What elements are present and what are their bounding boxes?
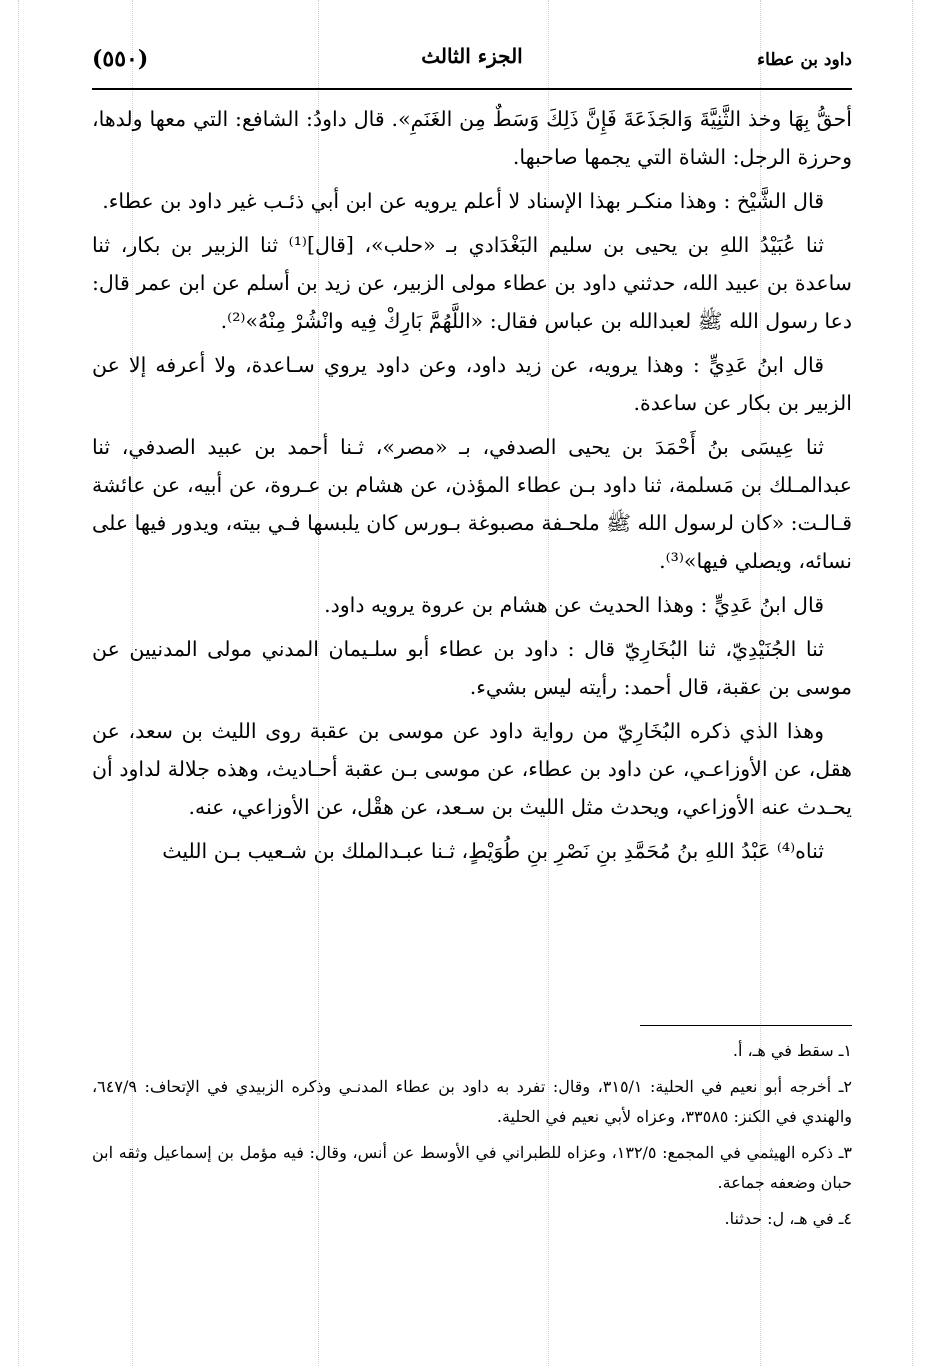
page-number: (٥٥٠): [92, 46, 149, 72]
paragraph: ثنا الجُنَيْدِيّ، ثنا البُخَارِيّ قال : داود بن عطاء أبو سلـيمان المدني مولى المدنيين عن موسى بن عقبة، قال أحمد: رأيته ليس بشيء.: [92, 637, 852, 699]
footnote: ٢ـ أخرجه أبو نعيم في الحلية: ٣١٥/١، وقال: تفرد به داود بن عطاء المدنـي وذكره الزبيدي في الإتحاف: ٦٤٧/٩، والهندي في الكنز: ٣٣٥٨٥، وعزاه لأبي نعيم في الحلية.: [92, 1077, 852, 1126]
footnote: ٤ـ في هـ، ل: حدثنا.: [724, 1209, 852, 1228]
paragraph: ثناه⁽⁴⁾ عَبْدُ اللهِ بنُ مُحَمَّدِ بنِ نَصْرِ بنِ طُوَيْطٍ، ثـنا عبـدالملك بن شـعيب بـن الليث: [162, 839, 824, 863]
paragraph: قال الشَّيْخ : وهذا منكـر بهذا الإسناد لا أعلم يرويه عن ابن أبي ذئـب غير داود بن عطاء.: [102, 189, 824, 213]
scan-artifact-line: [912, 0, 913, 1366]
footnote: ١ـ سقط في هـ، أ.: [732, 1041, 852, 1060]
paragraph: قال ابنُ عَدِيٍّ : وهذا الحديث عن هشام بن عروة يرويه داود.: [324, 593, 824, 617]
volume-title: الجزء الثالث: [421, 44, 523, 68]
paragraph: ثنا عُبَيْدُ اللهِ بن يحيى بن سليم البَغْدَادي بـ «حلب»، [قال]⁽¹⁾ ثنا الزبير بن بكار، ثنا ساعدة بن عبيد الله، حدثني داود بن عطاء مولى الزبير، عن زيد بن أسلم عن ابن عمر قال: دعا رسول الله ﷺ لعبدالله بن عباس فقال: «اللَّهُمَّ بَارِكْ فِيه وانْشُرْ مِنْهُ»⁽²⁾.: [92, 233, 852, 333]
header-divider: [92, 88, 852, 90]
paragraph: ثنا عِيسَى بنُ أَحْمَدَ بن يحيى الصدفي، بـ «مصر»، ثـنا أحمد بن عبيد الصدفي، ثنا عبدالمـلك بن مَسلمة، ثنا داود بـن عطاء المؤذن، عن هشام بن عـروة، عن أبيه، عن عائشة قـالـت: «كان لرسول الله ﷺ ملحـفة مصبوغة بـورس كان يلبسها فـي بيته، ويدور فيها على نسائه، ويصلي فيها»⁽³⁾.: [92, 435, 852, 573]
main-text: [92, 100, 852, 876]
footnotes: [92, 1036, 852, 1240]
footnote: ٣ـ ذكره الهيثمي في المجمع: ١٣٢/٥، وعزاه للطبراني في الأوسط عن أنس، وقال: فيه مؤمل بن إسماعيل وثقه ابن حبان وضعفه جماعة.: [92, 1143, 853, 1192]
paragraph: وهذا الذي ذكره البُخَارِيّ من رواية داود عن موسى بن عقبة روى الليث بن سعد، عن هقل، عن الأوزاعـي، عن داود بن عطاء، عن موسى بـن عقبة أحـاديث، وهذه جلالة لداود أن يحـدث عنه الأوزاعي، ويحدث مثل الليث بن سـعد، عن هقْل، عن الأوزاعي، عنه.: [92, 719, 852, 819]
page-header: [92, 40, 852, 86]
scan-artifact-line: [18, 0, 19, 1366]
paragraph: قال ابنُ عَدِيٍّ : وهذا يرويه، عن زيد داود، وعن داود يروي سـاعدة، ولا أعرفه إلا عن الزبير بن بكار عن ساعدة.: [92, 353, 852, 415]
paragraph: أحقُّ بِهَا وخذ الثَّنِيَّةَ وَالجَذَعَةَ فَإِنَّ ذَلِكَ وَسَطٌ مِن الغَنَمِ». قال داودُ: الشافع: التي معها ولدها، وحرزة الرجل: الشاة التي يجمها صاحبها.: [92, 107, 852, 169]
running-title: داود بن عطاء: [757, 50, 852, 70]
footnote-divider: [640, 1025, 852, 1026]
